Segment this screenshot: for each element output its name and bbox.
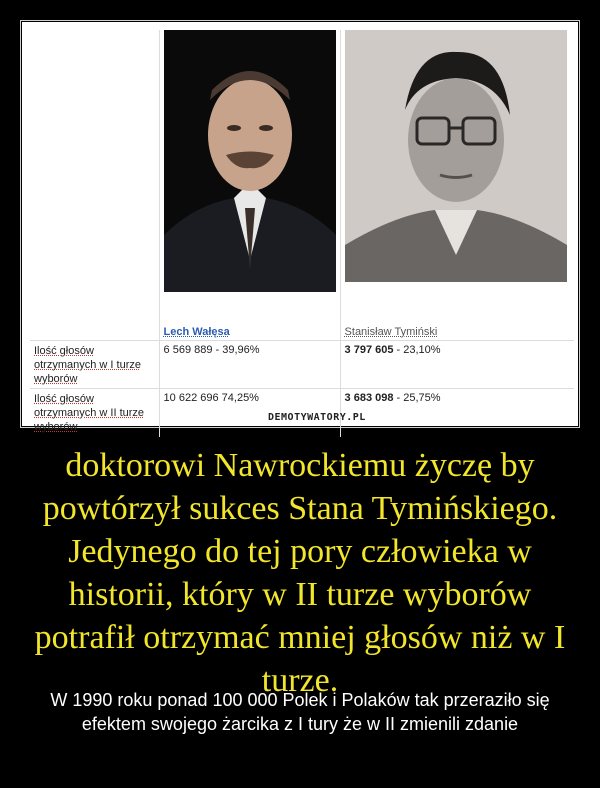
poster-subtitle: W 1990 roku ponad 100 000 Polek i Polaków tak przeraziło się efektem swojego żarcika z I tury że w II zmienili zdanie: [50, 690, 550, 734]
tyminski-round1-votes: 3 797 605: [344, 344, 394, 356]
image-frame: [20, 20, 580, 433]
tyminski-round1-cell: [340, 341, 574, 389]
tyminski-photo-cell: [340, 30, 574, 318]
tyminski-portrait: [345, 30, 567, 282]
walesa-round1-cell: [159, 341, 340, 389]
walesa-name-link[interactable]: Lech Wałęsa: [163, 326, 230, 338]
round2-label: Ilość głosów otrzymanych w II turze wyborów: [34, 393, 145, 433]
poster-title: doktorowi Nawrockiemu życzę by powtórzył sukces Stana Tymińskiego. Jedynego do tej pory człowieka w historii, który w II turze wyborów potrafił otrzymać mniej głosów niż w I turze.: [34, 447, 566, 699]
watermark: DEMOTYWATORY.PL: [268, 412, 366, 423]
comparison-table: [30, 30, 574, 437]
tyminski-round2-percent: - 25,75%: [393, 392, 441, 404]
walesa-portrait: [164, 30, 336, 292]
walesa-round1-value: 6 569 889 - 39,96%: [163, 344, 260, 356]
empty-name-cell: [30, 318, 159, 341]
tyminski-round1-percent: - 23,10%: [393, 344, 441, 356]
comparison-image: [22, 22, 578, 433]
walesa-name-cell: [159, 318, 340, 341]
round1-label-cell: [30, 341, 159, 389]
empty-header-cell: [30, 30, 159, 318]
tyminski-name-link[interactable]: Stanisław Tymiński: [344, 326, 438, 338]
round1-label: Ilość głosów otrzymanych w I turze wyborów: [34, 345, 141, 385]
tyminski-round2-cell: [340, 389, 574, 437]
walesa-round2-value: 10 622 696 74,25%: [163, 392, 259, 404]
round2-label-cell: [30, 389, 159, 437]
tyminski-round2-votes: 3 683 098: [344, 392, 394, 404]
walesa-photo-cell: [159, 30, 340, 318]
tyminski-name-cell: [340, 318, 574, 341]
